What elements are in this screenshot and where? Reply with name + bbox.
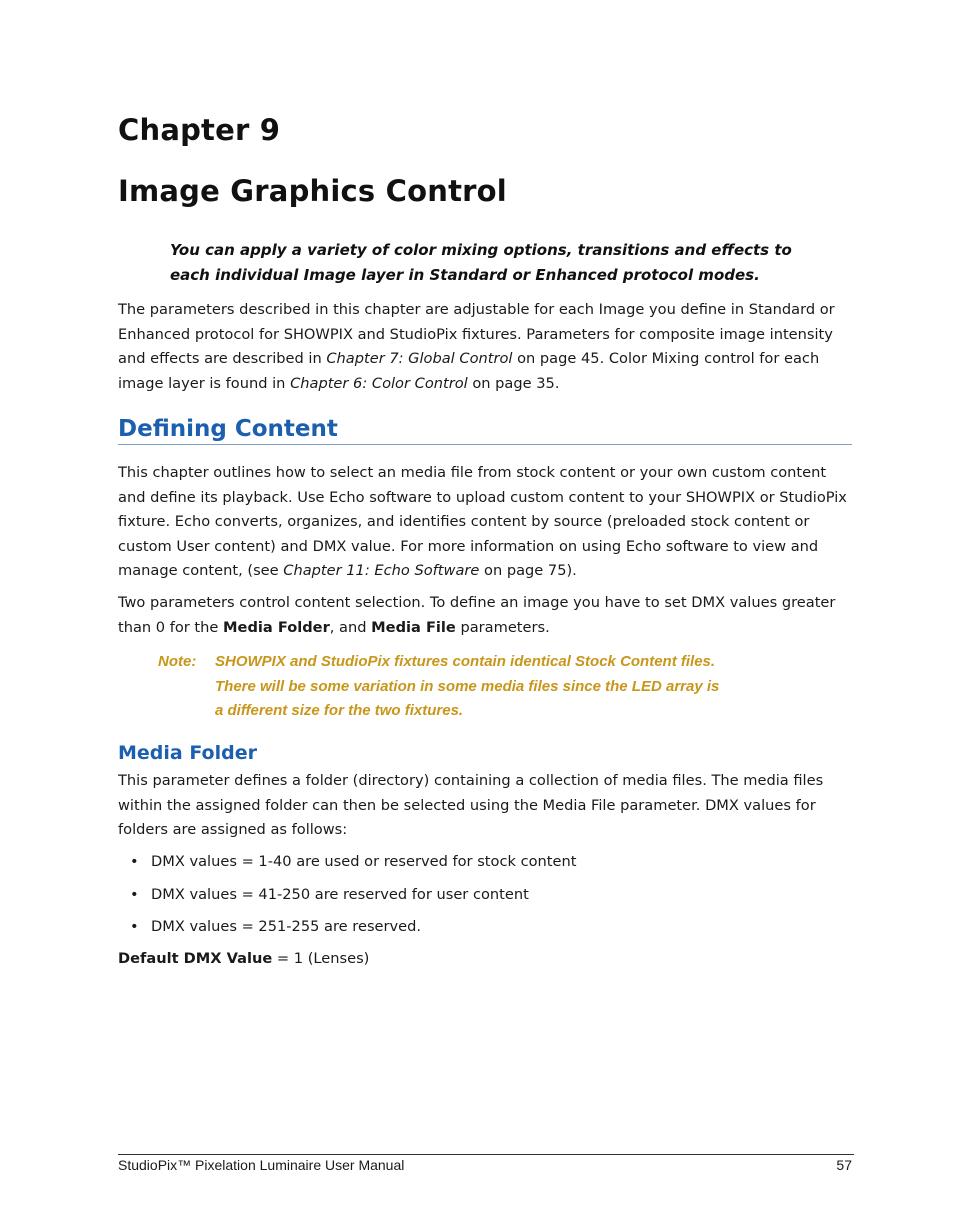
chapter-title: Image Graphics Control <box>118 174 507 208</box>
intro-line-2: each individual Image layer in Standard or Enhanced protocol modes. <box>170 266 760 284</box>
list-item-text: DMX values = 251-255 are reserved. <box>151 918 422 935</box>
overview-text-a: The parameters described in this chapter are adjustable for each Image you define in Standard or Enhanced protocol for SHOWPIX and StudioPix fixtures. Parameters for composite image intensity and effects are described in <box>118 301 835 367</box>
chapter-label: Chapter 9 <box>118 113 281 147</box>
ref-chapter-11: Chapter 11: Echo Software <box>283 562 480 579</box>
ref-chapter-7: Chapter 7: Global Control <box>326 350 513 367</box>
defining-content-paragraph-1 <box>118 461 854 584</box>
selection-text-a: Two parameters control content selection. To define an image you have to set DMX values greater than 0 for the <box>118 594 836 636</box>
defining-content-paragraph-2 <box>118 591 854 640</box>
bullet-icon: • <box>130 918 139 935</box>
note-text <box>215 650 815 724</box>
section-heading-defining-content: Defining Content <box>118 416 852 445</box>
list-item <box>118 850 576 883</box>
default-dmx-label: Default DMX Value <box>118 950 273 967</box>
footer-page-number: 57 <box>836 1157 852 1173</box>
chapter-intro <box>170 238 830 288</box>
note-line-1: SHOWPIX and StudioPix fixtures contain identical Stock Content files. <box>215 653 716 670</box>
list-item-text: DMX values = 1-40 are used or reserved for stock content <box>151 853 577 870</box>
bullet-icon: • <box>130 853 139 870</box>
media-folder-paragraph: This parameter defines a folder (directory) containing a collection of media files. The media files within the assigned folder can then be selected using the Media File parameter. DMX values for folders are assigned as follows: <box>118 772 824 838</box>
default-dmx-text: = 1 (Lenses) <box>272 950 370 967</box>
media-file-term: Media File <box>371 618 456 636</box>
default-dmx-value <box>118 947 369 971</box>
bullet-icon: • <box>130 885 139 903</box>
chapter-overview-paragraph <box>118 298 854 396</box>
list-item <box>118 915 576 948</box>
dmx-values-list <box>118 850 576 948</box>
subsection-heading-media-folder: Media Folder <box>118 742 257 764</box>
overview-text-c: on page 35. <box>467 374 560 392</box>
defining-text-b: on page 75). <box>479 562 577 579</box>
note-line-3: a different size for the two fixtures. <box>215 702 464 719</box>
note-line-2: There will be some variation in some media files since the LED array is <box>215 677 720 695</box>
list-item <box>118 883 576 916</box>
defining-text-a: This chapter outlines how to select an media file from stock content or your own custom content and define its playback. Use Echo software to upload custom content to your SHOWPIX or StudioPix fixture. Echo converts, organizes, and identifies content by source (preloaded stock content or custom User content) and DMX value. For more information on using Echo software to view and manage content, (see <box>118 464 847 579</box>
intro-line-1: You can apply a variety of color mixing options, transitions and effects to <box>170 241 792 259</box>
note-label: Note: <box>158 653 197 670</box>
media-folder-term: Media Folder <box>223 618 330 636</box>
overview-text-b: on page 45. Color Mixing control for each image layer is found in <box>118 350 820 392</box>
selection-text-mid: , and <box>329 618 372 636</box>
selection-text-c: parameters. <box>455 618 550 636</box>
footer-divider <box>118 1154 854 1155</box>
ref-chapter-6: Chapter 6: Color Control <box>290 374 468 392</box>
list-item-text: DMX values = 41-250 are reserved for user content <box>151 885 529 903</box>
footer-manual-title: StudioPix™ Pixelation Luminaire User Manual <box>118 1157 405 1173</box>
